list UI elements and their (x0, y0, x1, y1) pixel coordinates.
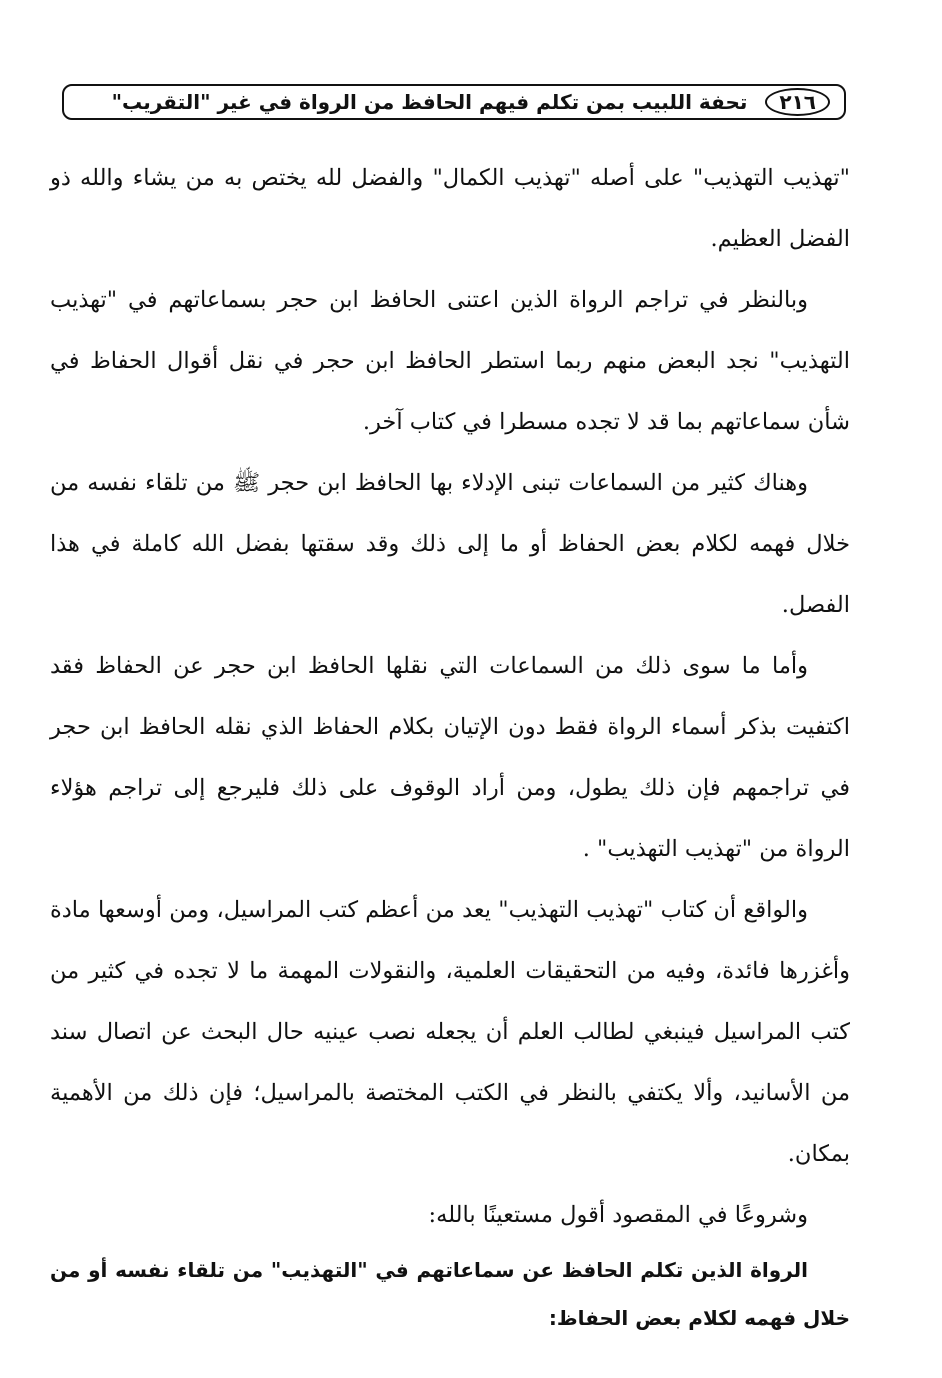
section-heading: الرواة الذين تكلم الحافظ عن سماعاتهم في "التهذيب" من تلقاء نفسه أو من خلال فهمه لكلام بعض الحفاظ: (50, 1258, 850, 1330)
page-number: ٢١٦ (765, 88, 830, 116)
paragraph: وشروعًا في المقصود أقول مستعينًا بالله: (428, 1202, 808, 1228)
running-title: تحفة اللبيب بمن تكلم فيهم الحافظ من الرواة في غير "التقريب" (111, 90, 748, 114)
page-header (62, 84, 846, 120)
paragraph: وهناك كثير من السماعات تبنى الإدلاء بها الحافظ ابن حجر ﷺ من تلقاء نفسه من خلال فهمه لكلام بعض الحفاظ أو ما إلى ذلك وقد سقتها بفضل الله كاملة في هذا الفصل. (50, 470, 850, 618)
paragraph: وبالنظر في تراجم الرواة الذين اعتنى الحافظ ابن حجر بسماعاتهم في "تهذيب التهذيب" نجد البعض منهم ربما استطر الحافظ ابن حجر في نقل أقوال الحفاظ في شأن سماعاتهم بما قد لا تجده مسطرا في كتاب آخر. (50, 287, 850, 435)
paragraph: والواقع أن كتاب "تهذيب التهذيب" يعد من أعظم كتب المراسيل، ومن أوسعها مادة وأغزرها فائدة، وفيه من التحقيقات العلمية، والنقولات المهمة ما لا تجده في كثير من كتب المراسيل فينبغي لطالب العلم أن يجعله نصب عينيه حال البحث عن اتصال سند من الأسانيد، وألا يكتفي بالنظر في الكتب المختصة بالمراسيل؛ فإن ذلك من الأهمية بمكان. (50, 897, 850, 1167)
paragraph: وأما ما سوى ذلك من السماعات التي نقلها الحافظ ابن حجر عن الحفاظ فقد اكتفيت بذكر أسماء الرواة فقط دون الإتيان بكلام الحفاظ الذي نقله الحافظ ابن حجر في تراجمهم فإن ذلك يطول، ومن أراد الوقوف على ذلك فليرجع إلى تراجم هؤلاء الرواة من "تهذيب التهذيب" . (50, 653, 850, 862)
body-text (50, 148, 850, 1342)
paragraph-continuation: "تهذيب التهذيب" على أصله "تهذيب الكمال" والفضل لله يختص به من يشاء والله ذو الفضل العظيم. (50, 165, 850, 252)
